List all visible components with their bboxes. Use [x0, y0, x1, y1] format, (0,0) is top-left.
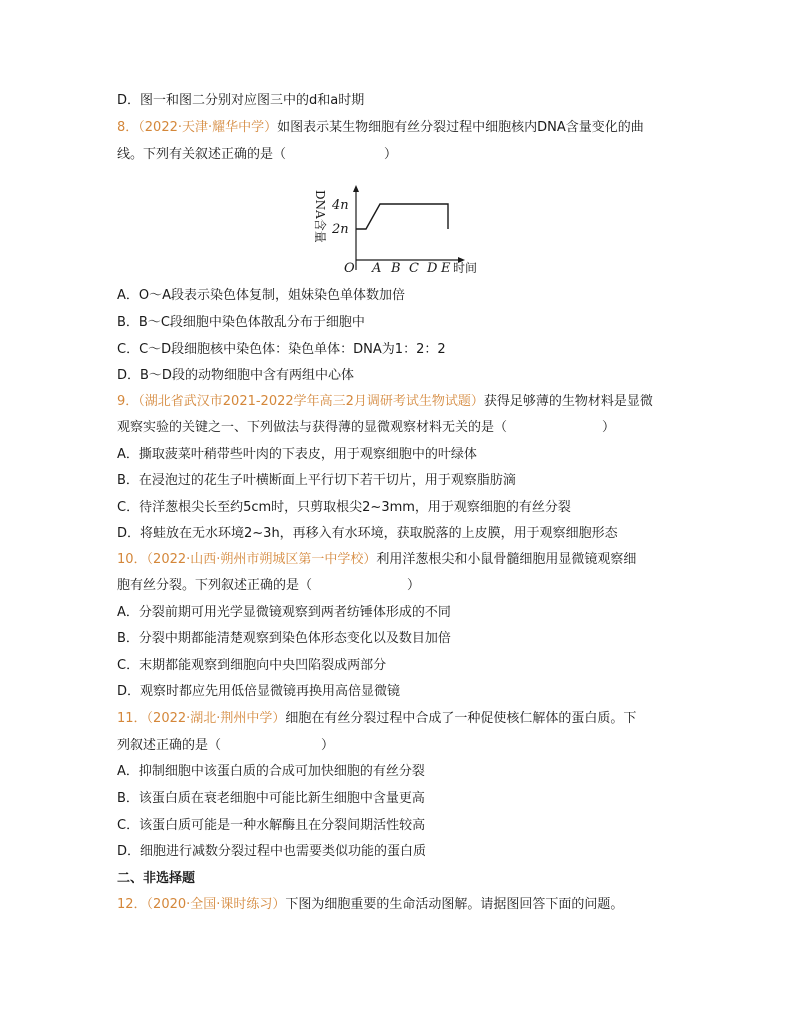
- x-tick-D: D: [427, 261, 438, 276]
- q11-source: （2022·湖北·荆州中学）: [146, 711, 286, 726]
- q10-number: 10．: [117, 552, 147, 567]
- q11-option-a: A．抑制细胞中该蛋白质的合成可加快细胞的有丝分裂: [117, 764, 425, 779]
- y-tick-4n: 4n: [332, 198, 349, 213]
- q8-stem-text2: 线。下列有关叙述正确的是（: [117, 147, 287, 162]
- q11-bracket-close: ）: [321, 738, 335, 753]
- q9-bracket-close: ）: [602, 420, 616, 435]
- q9-stem-line2: [117, 419, 615, 437]
- q10-option-a: A．分裂前期可用光学显微镜观察到两者纺锤体形成的不同: [117, 605, 451, 620]
- q11-stem-text2: 列叙述正确的是（: [117, 738, 222, 753]
- q7-option-d: D．图一和图二分别对应图三中的d和a时期: [117, 93, 365, 108]
- y-axis-label: DNA含量: [313, 190, 327, 243]
- section-title-non-choice: 二、非选择题: [117, 871, 196, 886]
- q10-stem-line1: [117, 551, 636, 569]
- q8-number: 8．: [117, 120, 139, 135]
- q10-option-d: D．观察时都应先用低倍显微镜再换用高倍显微镜: [117, 684, 401, 699]
- q11-option-d: D．细胞进行减数分裂过程中也需要类似功能的蛋白质: [117, 844, 427, 859]
- x-tick-C: C: [409, 261, 419, 276]
- q8-option-b: B．B～C段细胞中染色体散乱分布于细胞中: [117, 315, 365, 330]
- q10-option-c: C．末期都能观察到细胞向中央凹陷裂成两部分: [117, 658, 387, 673]
- x-tick-A: A: [372, 261, 382, 276]
- q10-option-b: B．分裂中期都能清楚观察到染色体形态变化以及数目加倍: [117, 631, 451, 646]
- q12-stem-line1: [117, 896, 623, 914]
- q9-source: （湖北省武汉市2021-2022学年高三2月调研考试生物试题）: [138, 394, 484, 409]
- q9-number: 9．: [117, 394, 139, 409]
- x-tick-O: O: [344, 261, 355, 276]
- q8-source: （2022·天津·耀华中学）: [138, 120, 278, 135]
- q9-stem-text: 获得足够薄的生物材料是显微: [483, 394, 653, 409]
- y-axis-arrow: [353, 185, 359, 192]
- q9-option-c: C．待洋葱根尖长至约5cm时，只剪取根尖2~3mm，用于观察细胞的有丝分裂: [117, 500, 571, 515]
- q9-option-a: A．撕取菠菜叶稍带些叶肉的下表皮，用于观察细胞中的叶绿体: [117, 447, 477, 462]
- q11-stem-text: 细胞在有丝分裂过程中合成了一种促使核仁解体的蛋白质。下: [285, 711, 637, 726]
- q10-stem-text2: 胞有丝分裂。下列叙述正确的是（: [117, 578, 313, 593]
- q10-stem-line2: [117, 577, 420, 595]
- q9-stem-text2: 观察实验的关键之一、下列做法与获得薄的显微观察材料无关的是（: [117, 420, 508, 435]
- dna-content-chart: [300, 182, 500, 277]
- q11-number: 11．: [117, 711, 147, 726]
- q12-source: （2020·全国·课时练习）: [146, 897, 286, 912]
- q8-stem-line2: [117, 146, 397, 164]
- x-tick-E: E: [441, 261, 451, 276]
- q9-option-d: D．将蛙放在无水环境2~3h，再移入有水环境，获取脱落的上皮膜，用于观察细胞形态: [117, 526, 618, 541]
- q12-stem-text: 下图为细胞重要的生命活动图解。请据图回答下面的问题。: [285, 897, 624, 912]
- q11-option-b: B．该蛋白质在衰老细胞中可能比新生细胞中含量更高: [117, 791, 425, 806]
- q8-stem-text: 如图表示某生物细胞有丝分裂过程中细胞核内DNA含量变化的曲: [277, 120, 644, 135]
- q8-bracket-close: ）: [384, 147, 398, 162]
- q10-source: （2022·山西·朔州市朔城区第一中学校）: [146, 552, 377, 567]
- dna-content-line: [356, 204, 448, 229]
- q9-stem-line1: [117, 393, 653, 411]
- q8-option-c: C．C～D段细胞核中染色体：染色单体：DNA为1：2：2: [117, 342, 446, 357]
- y-tick-2n: 2n: [332, 222, 349, 237]
- q10-stem-text: 利用洋葱根尖和小鼠骨髓细胞用显微镜观察细: [376, 552, 637, 567]
- q8-option-a: A．O～A段表示染色体复制，姐妹染色单体数加倍: [117, 288, 406, 303]
- q10-bracket-close: ）: [407, 578, 421, 593]
- q8-stem-line1: [117, 119, 644, 137]
- q12-number: 12．: [117, 897, 147, 912]
- q11-stem-line1: [117, 710, 636, 728]
- q11-stem-line2: [117, 737, 334, 755]
- x-tick-B: B: [391, 261, 401, 276]
- q9-option-b: B．在浸泡过的花生子叶横断面上平行切下若干切片，用于观察脂肪滴: [117, 473, 516, 488]
- x-axis-label: 时间: [453, 261, 478, 275]
- q8-option-d: D．B～D段的动物细胞中含有两组中心体: [117, 368, 354, 383]
- q11-option-c: C．该蛋白质可能是一种水解酶且在分裂间期活性较高: [117, 818, 426, 833]
